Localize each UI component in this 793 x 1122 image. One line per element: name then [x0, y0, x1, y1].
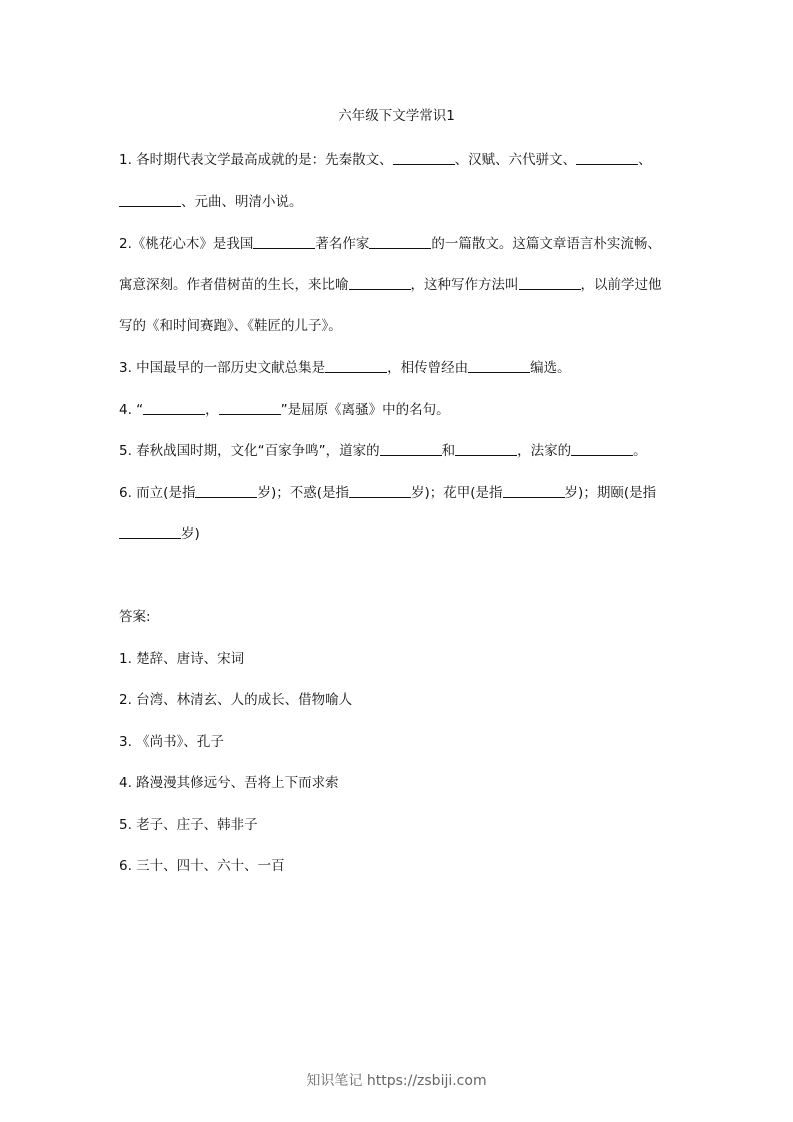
question-1-line-1 [119, 150, 652, 169]
question-text: 、汉赋、六代骈文、 [454, 152, 577, 168]
question-2-line-2 [119, 275, 662, 294]
answer-item: 3. 《尚书》、孔子 [119, 734, 224, 750]
question-text: 3. 中国最早的一部历史文献总集是 [119, 360, 326, 376]
question-text: 寓意深刻。作者借树苗的生长，来比喻 [119, 277, 349, 293]
question-text: ，以前学过他 [580, 277, 662, 293]
fill-blank [253, 234, 315, 249]
fill-blank [143, 400, 205, 415]
fill-blank [455, 441, 517, 456]
question-text: 写的《和时间赛跑》、《鞋匠的儿子》。 [119, 318, 342, 334]
question-text: 的一篇散文。这篇文章语言朴实流畅、 [431, 236, 661, 252]
answer-item: 4. 路漫漫其修远兮、吾将上下而求索 [119, 775, 339, 791]
question-text: 岁)；期颐(是指 [564, 485, 657, 501]
question-text: 岁)；花甲(是指 [411, 485, 503, 501]
question-1-line-2 [119, 192, 303, 211]
question-text: 、元曲、明清小说。 [181, 194, 303, 210]
question-text: ，法家的 [517, 443, 572, 459]
fill-blank [119, 192, 181, 207]
answer-item: 1. 楚辞、唐诗、宋词 [119, 651, 245, 667]
question-text: 岁) [181, 526, 200, 542]
fill-blank [576, 150, 638, 165]
fill-blank [119, 524, 181, 539]
fill-blank [571, 441, 633, 456]
question-text: ”是屈原《离骚》中的名句。 [280, 402, 450, 418]
fill-blank [369, 234, 431, 249]
question-3-line-1 [119, 358, 571, 377]
question-text: 4. “ [119, 402, 144, 418]
fill-blank [519, 275, 581, 290]
question-text: 1. 各时期代表文学最高成就的是：先秦散文、 [119, 152, 393, 168]
question-5-line-1 [119, 441, 647, 460]
question-2-line-1 [119, 234, 661, 253]
question-text: 岁)；不惑(是指 [257, 485, 349, 501]
fill-blank [468, 358, 530, 373]
fill-blank [349, 275, 411, 290]
question-4-line-1 [119, 400, 450, 419]
footer-watermark: 知识笔记 https://zsbiji.com [306, 1073, 487, 1089]
question-text: 2.《桃花心木》是我国 [119, 236, 254, 252]
question-text: ，相传曾经由 [387, 360, 469, 376]
question-2-line-3 [119, 317, 342, 335]
question-6-line-2 [119, 524, 200, 543]
answers-heading: 答案: [119, 609, 151, 625]
answer-item: 5. 老子、庄子、韩非子 [119, 817, 258, 833]
question-text: ， [205, 402, 219, 418]
question-text: 6. 而立(是指 [119, 485, 196, 501]
question-text: 编选。 [530, 360, 571, 376]
question-text: 著名作家 [315, 236, 370, 252]
question-text: 和 [441, 443, 456, 459]
fill-blank [393, 150, 455, 165]
question-text: 、 [638, 152, 652, 168]
answer-item: 6. 三十、四十、六十、一百 [119, 858, 285, 874]
question-6-line-1 [119, 483, 656, 502]
question-text: 。 [633, 443, 647, 459]
fill-blank [380, 441, 442, 456]
fill-blank [349, 483, 411, 498]
fill-blank [219, 400, 281, 415]
question-text: ，这种写作方法叫 [410, 277, 519, 293]
question-text: 5. 春秋战国时期，文化“百家争鸣”，道家的 [119, 443, 380, 459]
answer-item: 2. 台湾、林清玄、人的成长、借物喻人 [119, 692, 353, 708]
page-title: 六年级下文学常识1 [338, 108, 455, 124]
fill-blank [195, 483, 257, 498]
fill-blank [325, 358, 387, 373]
fill-blank [503, 483, 565, 498]
